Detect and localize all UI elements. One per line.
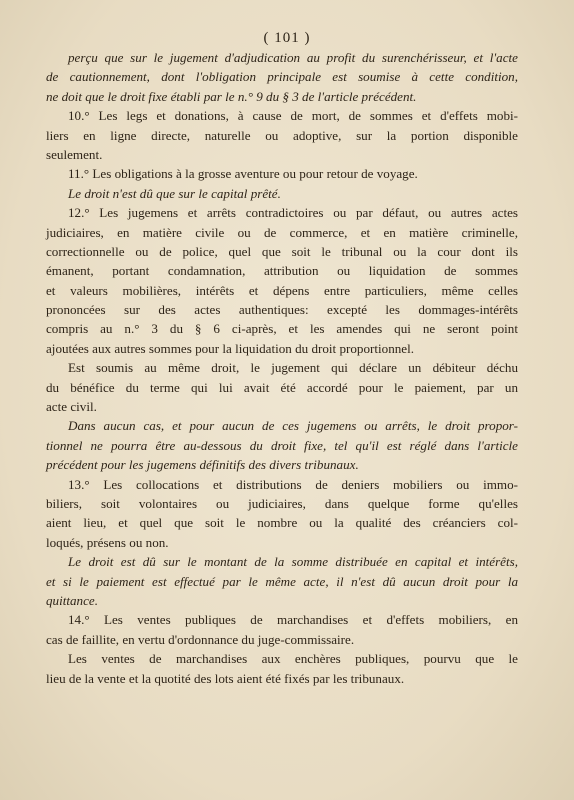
text-line: aient lieu, et quel que soit le nombre ou la qualité des créanciers col-	[46, 515, 518, 531]
text-line: et si le paiement est effectué par le même acte, il n'est dû aucun droit pour la	[46, 573, 518, 589]
text-line: Le droit est dû sur le montant de la somme distribuée en capital et intérêts,	[68, 554, 518, 570]
text-line: perçu que sur le jugement d'adjudication au profit du surenchérisseur, et l'acte	[68, 50, 518, 65]
paragraph	[46, 358, 518, 416]
text-line: Dans aucun cas, et pour aucun de ces jugemens ou arrêts, le droit propor-	[68, 418, 518, 434]
text-line: 14.° Les ventes publiques de marchandises et d'effets mobiliers, en	[68, 612, 518, 628]
paragraph	[46, 184, 518, 203]
text-line: de cautionnement, dont l'obligation principale est soumise à cette condition,	[46, 69, 518, 85]
text-line: Est soumis au même droit, le jugement qui déclare un débiteur déchu	[68, 360, 518, 376]
text-line: et valeurs mobilières, intérêts et dépens entre particuliers, même celles	[46, 282, 518, 298]
text-line: loqués, présens ou non.	[46, 534, 169, 550]
text-line: émanent, portant condamnation, attribution ou liquidation de sommes	[46, 263, 518, 279]
text-line: acte civil.	[46, 399, 97, 415]
text-line: 10.° Les legs et donations, à cause de mort, de sommes et d'effets mobi-	[68, 108, 518, 124]
paragraph	[46, 164, 518, 183]
text-line: quittance.	[46, 592, 98, 608]
paragraph	[46, 203, 518, 358]
paragraph	[46, 416, 518, 474]
text-line: correctionnelle ou de police, quel que soit le tribunal ou la cour dont ils	[46, 243, 518, 259]
text-line: cas de faillite, en vertu d'ordonnance du juge-commissaire.	[46, 631, 355, 647]
text-line: ajoutées aux autres sommes pour la liquidation du droit proportionnel.	[46, 340, 415, 356]
text-line: biliers, soit volontaires ou judiciaires, dans quelque forme qu'elles	[46, 495, 518, 511]
paragraph	[46, 475, 518, 553]
text-line: 13.° Les collocations et distributions de deniers mobiliers ou immo-	[68, 476, 518, 492]
text-line: 11.° Les obligations à la grosse aventure ou pour retour de voyage.	[68, 166, 418, 182]
text-line: seulement.	[46, 146, 103, 162]
paragraph	[46, 552, 518, 610]
text-line: liers en ligne directe, naturelle ou adoptive, sur la portion disponible	[46, 127, 518, 143]
text-line: Les ventes de marchandises aux enchères publiques, pourvu que le	[68, 651, 518, 667]
page-body	[46, 48, 518, 688]
page-number: ( 101 )	[263, 30, 311, 46]
text-line: précédent pour les jugemens définitifs des divers tribunaux.	[46, 457, 359, 473]
paragraph	[46, 106, 518, 164]
text-line: compris au n.° 3 du § 6 ci-après, et les amendes qui ne seront point	[46, 321, 518, 337]
text-line: prononcées sur des actes authentiques: excepté les dommages-intérêts	[46, 302, 518, 318]
text-line: tionnel ne pourra être au-dessous du droit fixe, tel qu'il est réglé dans l'article	[46, 437, 518, 453]
text-line: 12.° Les jugemens et arrêts contradictoires ou par défaut, ou autres actes	[68, 205, 518, 221]
text-line: judiciaires, en matière civile ou de commerce, et en matière criminelle,	[46, 224, 518, 240]
paragraph	[46, 610, 518, 649]
text-line: du bénéfice du terme qui lui avait été accordé pour le paiement, par un	[46, 379, 518, 395]
text-line: lieu de la vente et la quotité des lots aient été fixés par les tribunaux.	[46, 670, 405, 686]
text-line: Le droit n'est dû que sur le capital prêté.	[68, 185, 281, 201]
paragraph	[46, 649, 518, 688]
paragraph	[46, 48, 518, 106]
text-line: ne doit que le droit fixe établi par le n.° 9 du § 3 de l'article précédent.	[46, 88, 417, 104]
